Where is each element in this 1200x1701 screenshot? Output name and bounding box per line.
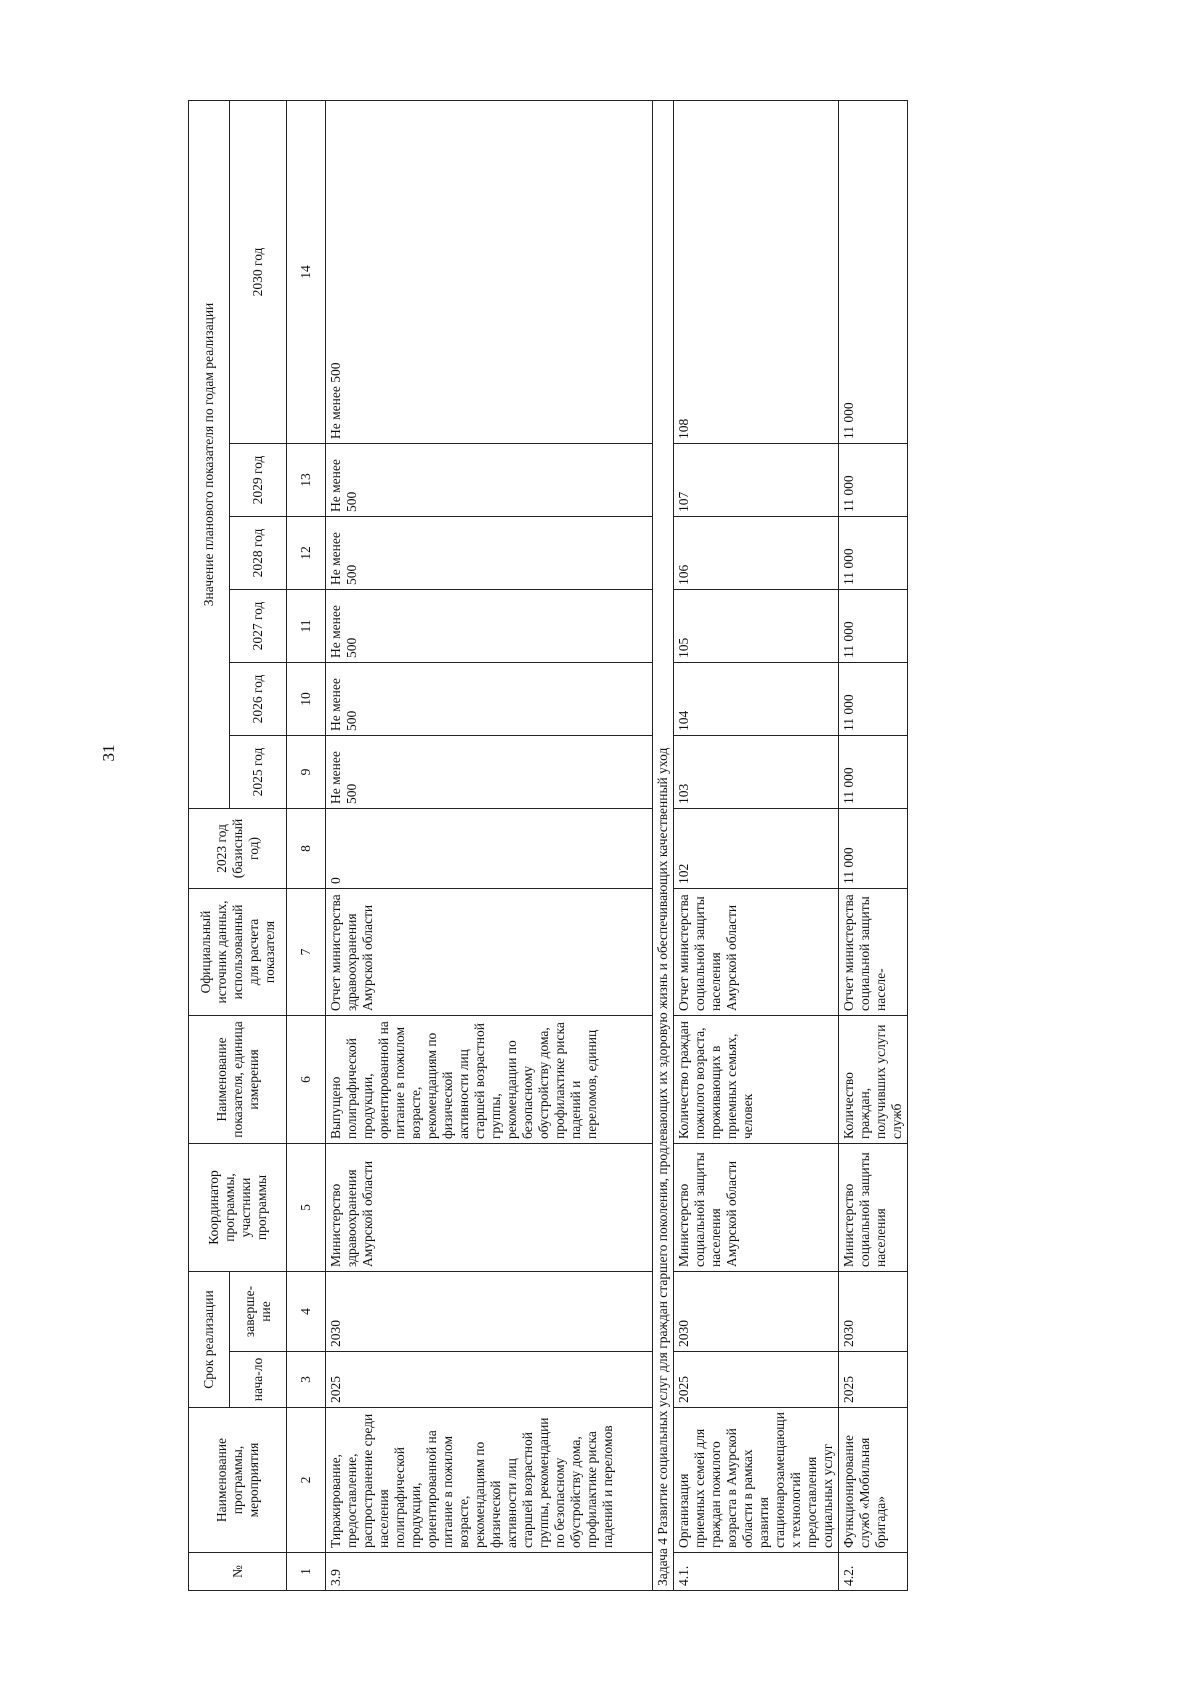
- row-num: 3.9: [326, 1553, 653, 1591]
- column-number: 4: [287, 1271, 326, 1351]
- value-2028: 106: [674, 516, 839, 589]
- rotated-table-container: [188, 101, 1028, 1591]
- row-num: 4.1.: [674, 1553, 839, 1591]
- header-year-2025: 2025 год: [230, 735, 287, 808]
- column-number: 1: [287, 1553, 326, 1591]
- base-value: 11 000: [839, 808, 908, 888]
- data-source: Отчет министерства социальной защиты населе-: [839, 888, 908, 1015]
- value-2026: 11 000: [839, 662, 908, 735]
- indicator: Количество граждан, получивших услуги служб: [839, 1015, 908, 1143]
- column-number: 7: [287, 888, 326, 1015]
- header-year-2030: 2030 год: [230, 100, 287, 443]
- task-4-title: Задача 4 Развитие социальных услуг для граждан старшего поколения, продлевающих их здоровую жизнь и обеспечивающих качественный уход: [653, 100, 674, 1590]
- header-indicator: Наименование показателя, единица измерения: [189, 1015, 287, 1143]
- column-number: 3: [287, 1352, 326, 1408]
- end-year: 2030: [839, 1271, 908, 1351]
- header-year-2029: 2029 год: [230, 443, 287, 516]
- column-number: 10: [287, 662, 326, 735]
- header-term-end: заверше-ние: [230, 1271, 287, 1351]
- coordinator: Министерство социальной защиты населения Амурской области: [674, 1143, 839, 1271]
- value-2026: 104: [674, 662, 839, 735]
- value-2027: 11 000: [839, 589, 908, 662]
- value-2026: Не менее 500: [326, 662, 653, 735]
- coordinator: Министерство здравоохранения Амурской области: [326, 1143, 653, 1271]
- indicator: Выпущено полиграфической продукции, ориентированной на питание в пожилом возрасте, рекомендациям по физической активности лиц старшей возрастной группы, рекомендации по безопасному обустройству дома, профилактике риска падений и переломов, единиц: [326, 1015, 653, 1143]
- column-number: 2: [287, 1408, 326, 1553]
- value-2029: 107: [674, 443, 839, 516]
- column-number: 14: [287, 100, 326, 443]
- header-year-2026: 2026 год: [230, 662, 287, 735]
- data-source: Отчет министерства социальной защиты населения Амурской области: [674, 888, 839, 1015]
- value-2025: Не менее 500: [326, 735, 653, 808]
- column-numbers-row: [287, 100, 326, 1590]
- base-value: 102: [674, 808, 839, 888]
- activity-name: Тиражирование, предоставление, распространение среди населения полиграфической продукции, ориентированной на питание в пожилом возрасте, рекомендациям по физической активности лиц старшей возрастной группы, рекомендации по безопасному обустройству дома, профилактике риска падений и переломов: [326, 1408, 653, 1553]
- value-2030: 11 000: [839, 100, 908, 443]
- header-source: Официальный источник данных, использованный для расчета показателя: [189, 888, 287, 1015]
- header-term-start: нача-ло: [230, 1352, 287, 1408]
- value-2028: 11 000: [839, 516, 908, 589]
- table-row-4-2: [839, 100, 908, 1590]
- header-year-2027: 2027 год: [230, 589, 287, 662]
- value-2025: 103: [674, 735, 839, 808]
- indicators-table: [188, 100, 908, 1591]
- start-year: 2025: [839, 1352, 908, 1408]
- value-2028: Не менее 500: [326, 516, 653, 589]
- row-num: 4.2.: [839, 1553, 908, 1591]
- value-2027: Не менее 500: [326, 589, 653, 662]
- base-value: 0: [326, 808, 653, 888]
- header-term: Срок реализации: [189, 1271, 230, 1407]
- start-year: 2025: [674, 1352, 839, 1408]
- value-2030: 108: [674, 100, 839, 443]
- value-2030: Не менее 500: [326, 100, 653, 443]
- column-number: 8: [287, 808, 326, 888]
- column-number: 6: [287, 1015, 326, 1143]
- column-number: 11: [287, 589, 326, 662]
- header-base-year: 2023 год (базисный год): [189, 808, 287, 888]
- header-year-2028: 2028 год: [230, 516, 287, 589]
- value-2029: Не менее 500: [326, 443, 653, 516]
- activity-name: Организация приемных семей для граждан пожилого возраста в Амурской области в рамках развития стационарозамещающих технологий предоставления социальных услуг: [674, 1408, 839, 1553]
- header-num: №: [189, 1553, 287, 1591]
- header-coordinator: Координатор программы, участники программы: [189, 1143, 287, 1271]
- indicator: Количество граждан пожилого возраста, проживающих в приемных семьях, человек: [674, 1015, 839, 1143]
- start-year: 2025: [326, 1352, 653, 1408]
- value-2027: 105: [674, 589, 839, 662]
- end-year: 2030: [674, 1271, 839, 1351]
- end-year: 2030: [326, 1271, 653, 1351]
- header-row-1: [189, 100, 230, 1590]
- column-number: 9: [287, 735, 326, 808]
- column-number: 5: [287, 1143, 326, 1271]
- page-number: 31: [99, 744, 118, 762]
- table-row-4-1: [674, 100, 839, 1590]
- value-2029: 11 000: [839, 443, 908, 516]
- column-number: 12: [287, 516, 326, 589]
- coordinator: Министерство социальной защиты населения: [839, 1143, 908, 1271]
- column-number: 13: [287, 443, 326, 516]
- activity-name: Функционирование служб «Мобильная бригада»: [839, 1408, 908, 1553]
- task-row: [653, 100, 674, 1590]
- header-name: Наименование программы, мероприятия: [189, 1408, 287, 1553]
- value-2025: 11 000: [839, 735, 908, 808]
- table-row-3-9: [326, 100, 653, 1590]
- header-planned-values: Значение планового показателя по годам реализации: [189, 100, 230, 808]
- data-source: Отчет министерства здравоохранения Амурской области: [326, 888, 653, 1015]
